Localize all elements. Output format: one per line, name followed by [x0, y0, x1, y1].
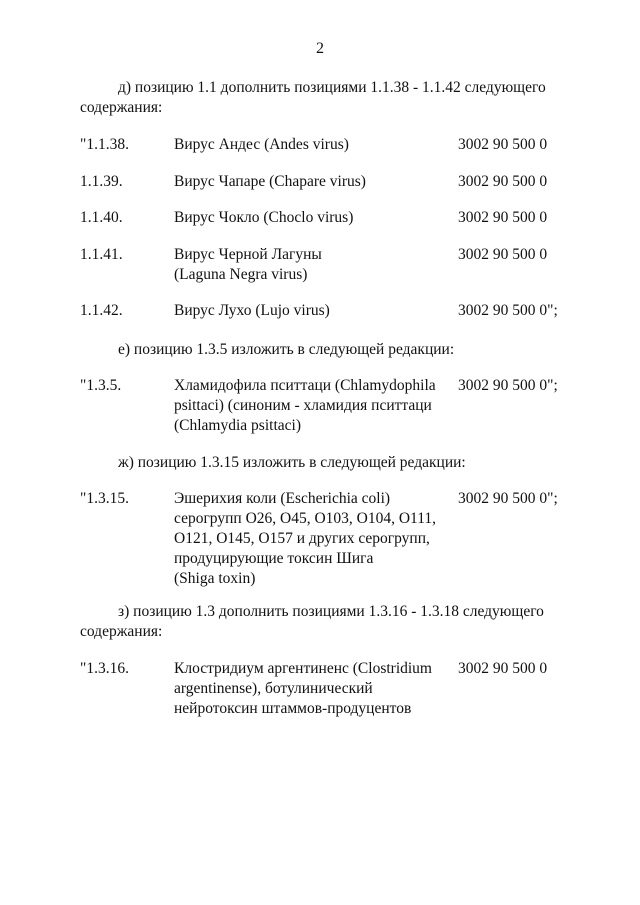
- position-code: "1.3.5.: [80, 377, 122, 394]
- tnved-code: 3002 90 500 0: [458, 136, 548, 153]
- description-line: Эшерихия коли (Escherichia coli): [174, 490, 391, 507]
- paragraph-z-line-1: з) позицию 1.3 дополнить позициями 1.3.16 - 1.3.18 следующего: [118, 603, 544, 620]
- position-code: "1.3.15.: [80, 490, 129, 507]
- position-description: [174, 208, 456, 228]
- tnved-code: 3002 90 500 0";: [458, 302, 558, 319]
- tnved-code: 3002 90 500 0: [458, 246, 548, 263]
- paragraph-e: [80, 340, 567, 360]
- description-line: серогрупп О26, О45, О103, О104, О111,: [174, 510, 437, 527]
- description-line: нейротоксин штаммов-продуцентов: [174, 700, 412, 717]
- description-line: Вирус Чапаре (Chapare virus): [174, 173, 366, 190]
- paragraph-d-line-1: д) позицию 1.1 дополнить позициями 1.1.38 - 1.1.42 следующего: [118, 79, 546, 96]
- description-line: (Laguna Negra virus): [174, 266, 308, 283]
- position-code: 1.1.39.: [80, 173, 123, 190]
- paragraph-e-line-1: е) позицию 1.3.5 изложить в следующей редакции:: [118, 341, 455, 358]
- page-number: 2: [316, 40, 324, 57]
- description-line: psittaci) (синоним - хламидия пситтаци: [174, 397, 432, 414]
- position-description: [174, 301, 456, 321]
- description-line: Вирус Лухо (Lujo virus): [174, 302, 330, 319]
- description-line: (Shiga toxin): [174, 570, 256, 587]
- tnved-code: 3002 90 500 0";: [458, 490, 558, 507]
- position-code: "1.3.16.: [80, 660, 129, 677]
- tnved-code: 3002 90 500 0: [458, 660, 548, 677]
- description-line: (Chlamydia psittaci): [174, 417, 301, 434]
- paragraph-zh: [80, 453, 567, 473]
- position-code: 1.1.41.: [80, 246, 123, 263]
- description-line: Вирус Чокло (Choclo virus): [174, 209, 354, 226]
- position-description: [174, 245, 456, 285]
- position-code: 1.1.40.: [80, 209, 123, 226]
- tnved-code: 3002 90 500 0";: [458, 377, 558, 394]
- tnved-code: 3002 90 500 0: [458, 209, 548, 226]
- paragraph-zh-line-1: ж) позицию 1.3.15 изложить в следующей редакции:: [118, 454, 466, 471]
- position-description: [174, 376, 456, 436]
- description-line: Хламидофила пситтаци (Chlamydophila: [174, 377, 436, 394]
- position-code: "1.1.38.: [80, 136, 129, 153]
- description-line: Вирус Андес (Andes virus): [174, 136, 349, 153]
- description-line: Вирус Черной Лагуны: [174, 246, 322, 263]
- description-line: argentinense), ботулинический: [174, 680, 373, 697]
- tnved-code: 3002 90 500 0: [458, 173, 548, 190]
- paragraph-d-line-2: содержания:: [80, 99, 163, 116]
- paragraph-d: [80, 78, 567, 118]
- position-code: 1.1.42.: [80, 302, 123, 319]
- description-line: Клостридиум аргентиненс (Clostridium: [174, 660, 432, 677]
- paragraph-z: [80, 602, 567, 642]
- position-description: [174, 659, 456, 719]
- position-description: [174, 135, 456, 155]
- position-description: [174, 172, 456, 192]
- position-description: [174, 489, 456, 589]
- paragraph-z-line-2: содержания:: [80, 623, 163, 640]
- description-line: О121, О145, О157 и других серогрупп,: [174, 530, 430, 547]
- description-line: продуцирующие токсин Шига: [174, 550, 374, 567]
